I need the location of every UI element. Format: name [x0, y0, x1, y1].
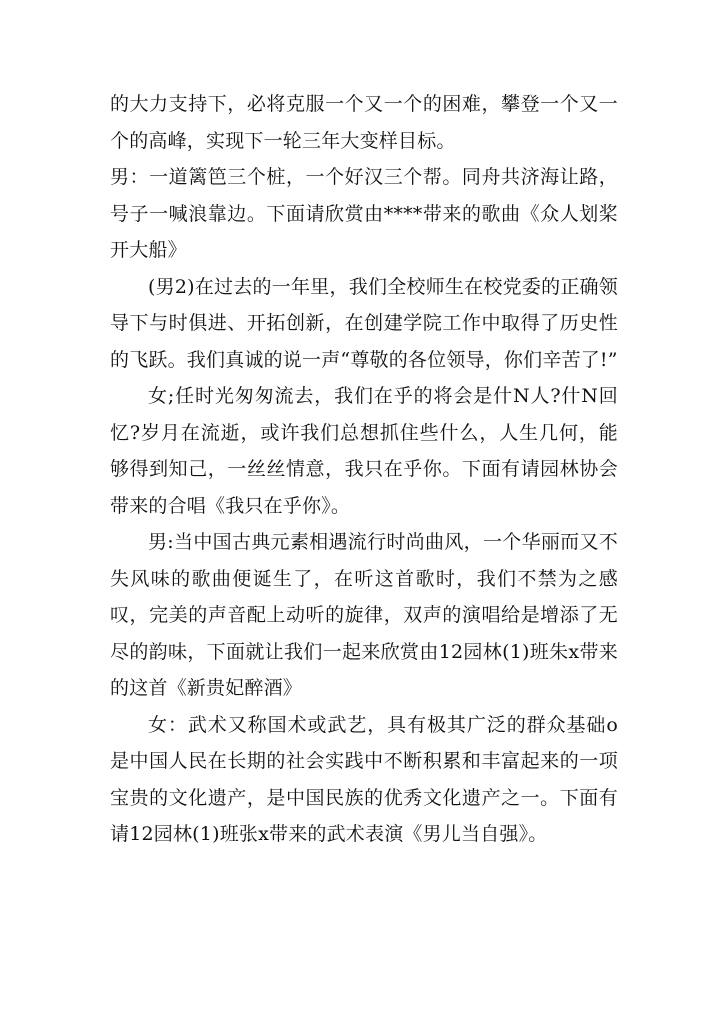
paragraph-male-host-1: 男：一道篱笆三个桩，一个好汉三个帮。同舟共济海让路，号子一喊浪靠边。下面请欣赏由****带来的歌曲《众人划桨开大船》	[110, 166, 618, 261]
document-body	[110, 86, 618, 853]
paragraph-female-host-1: 女;任时光匆匆流去，我们在乎的将会是什N人?什N回忆?岁月在流逝，或许我们总想抓住些什么，人生几何，能够得到知己，一丝丝情意，我只在乎你。下面有请园林协会带来的合唱《我只在乎你》。	[110, 385, 618, 517]
paragraph-male-host-3: 男:当中国古典元素相遇流行时尚曲风，一个华丽而又不失风味的歌曲便诞生了，在听这首歌时，我们不禁为之感叹，完美的声音配上动听的旋律，双声的演唱给是增添了无尽的韵味，下面就让我们一起来欣赏由12园林(1)班朱x带来的这首《新贵妃醉酒》	[110, 531, 618, 699]
paragraph-female-host-2: 女：武术又称国术或武艺，具有极其广泛的群众基础o是中国人民在长期的社会实践中不断积累和丰富起来的一项宝贵的文化遗产，是中国民族的优秀文化遗产之一。下面有请12园林(1)班张x带来的武术表演《男儿当自强》。	[110, 713, 618, 845]
paragraph-continuation: 的大力支持下，必将克服一个又一个的困难，攀登一个又一个的高峰，实现下一轮三年大变样目标。	[110, 93, 618, 152]
paragraph-male-host-2: (男2)在过去的一年里，我们全校师生在校党委的正确领导下与时俱进、开拓创新，在创建学院工作中取得了历史性的飞跃。我们真诚的说一声“尊敬的各位领导，你们辛苦了!”	[110, 275, 618, 371]
